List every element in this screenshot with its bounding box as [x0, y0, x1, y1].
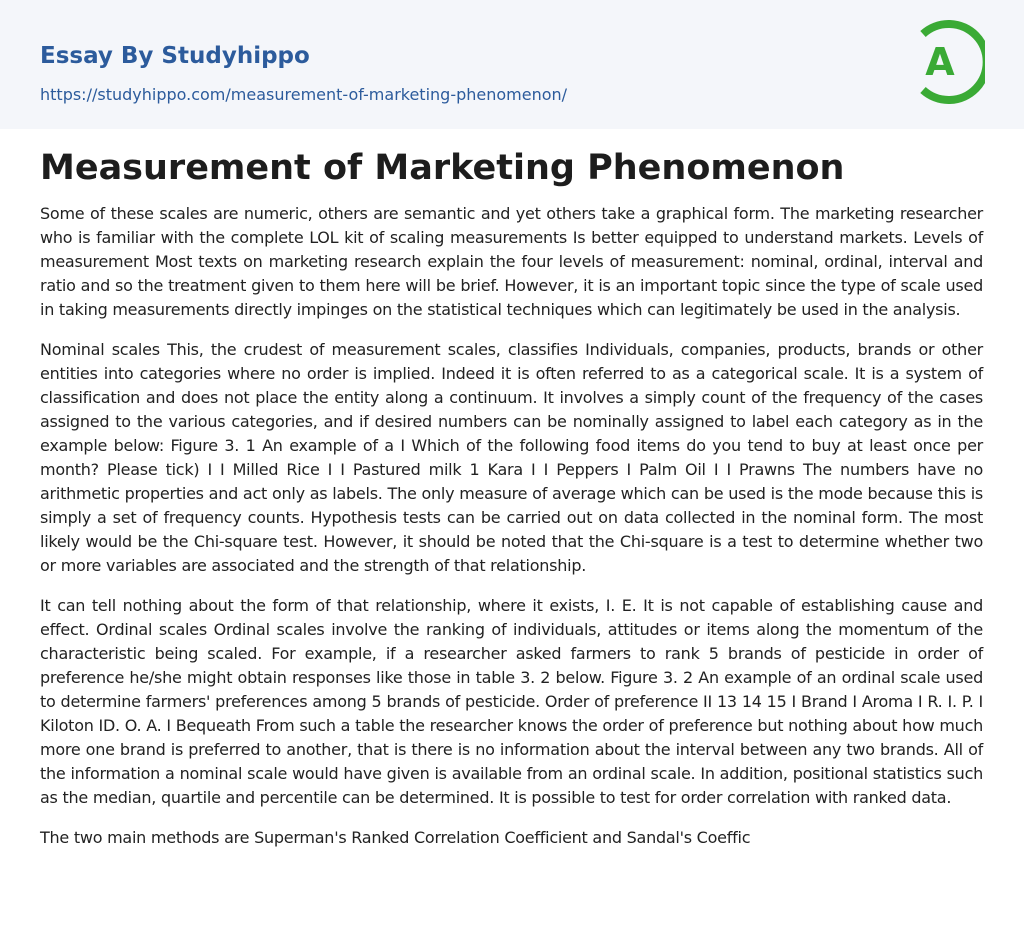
site-header [0, 0, 1024, 129]
studyhippo-logo-icon[interactable] [911, 20, 985, 104]
article-paragraph: The two main methods are Superman's Ranked Correlation Coefficient and Sandal's Coeffic [40, 828, 751, 847]
article-paragraph: Some of these scales are numeric, others are semantic and yet others take a graphical form. The marketing researcher who is familiar with the complete LOL kit of scaling measurements Is better equipped to understand markets. Levels of measurement Most texts on marketing research explain the four levels of measurement: nominal, ordinal, interval and ratio and so the treatment given to them here will be brief. However, it is an important topic since the type of scale used in taking measurements directly impinges on the statistical techniques which can legitimately be used in the analysis. [40, 204, 983, 319]
brand-title[interactable]: Essay By Studyhippo [40, 43, 310, 69]
article-paragraph: Nominal scales This, the crudest of measurement scales, classifies Individuals, companies, products, brands or other entities into categories where no order is implied. Indeed it is often referred to as a categorical scale. It is a system of classification and does not place the entity along a continuum. It involves a simply count of the frequency of the cases assigned to the various categories, and if desired numbers can be nominally assigned to label each category as in the example below: Figure 3. 1 An example of a I Which of the following food items do you tend to buy at least once per month? Please tick) I I Milled Rice I I Pastured milk 1 Kara I I Peppers I Palm Oil I I Prawns The numbers have no arithmetic properties and act only as labels. The only measure of average which can be used is the mode because this is simply a set of frequency counts. Hypothesis tests can be carried out on data collected in the nominal form. The most likely would be the Chi-square test. However, it should be noted that the Chi-square is a test to determine whether two or more variables are associated and the strength of that relationship. [40, 340, 983, 575]
source-url-link[interactable]: https://studyhippo.com/measurement-of-marketing-phenomenon/ [40, 85, 568, 104]
article-content [40, 145, 983, 866]
article-paragraph: It can tell nothing about the form of that relationship, where it exists, I. E. It is not capable of establishing cause and effect. Ordinal scales Ordinal scales involve the ranking of individuals, attitudes or items along the momentum of the characteristic being scaled. For example, if a researcher asked farmers to rank 5 brands of pesticide in order of preference he/she might obtain responses like those in table 3. 2 below. Figure 3. 2 An example of an ordinal scale used to determine farmers' preferences among 5 brands of pesticide. Order of preference II 13 14 15 I Brand I Aroma I R. I. P. I Kiloton ID. O. A. I Bequeath From such a table the researcher knows the order of preference but nothing about how much more one brand is preferred to another, that is there is no information about the interval between any two brands. All of the information a nominal scale would have given is available from an ordinal scale. In addition, positional statistics such as the median, quartile and percentile can be determined. It is possible to test for order correlation with ranked data. [40, 596, 983, 807]
logo-letter: A [925, 40, 955, 84]
page-title: Measurement of Marketing Phenomenon [40, 148, 845, 188]
